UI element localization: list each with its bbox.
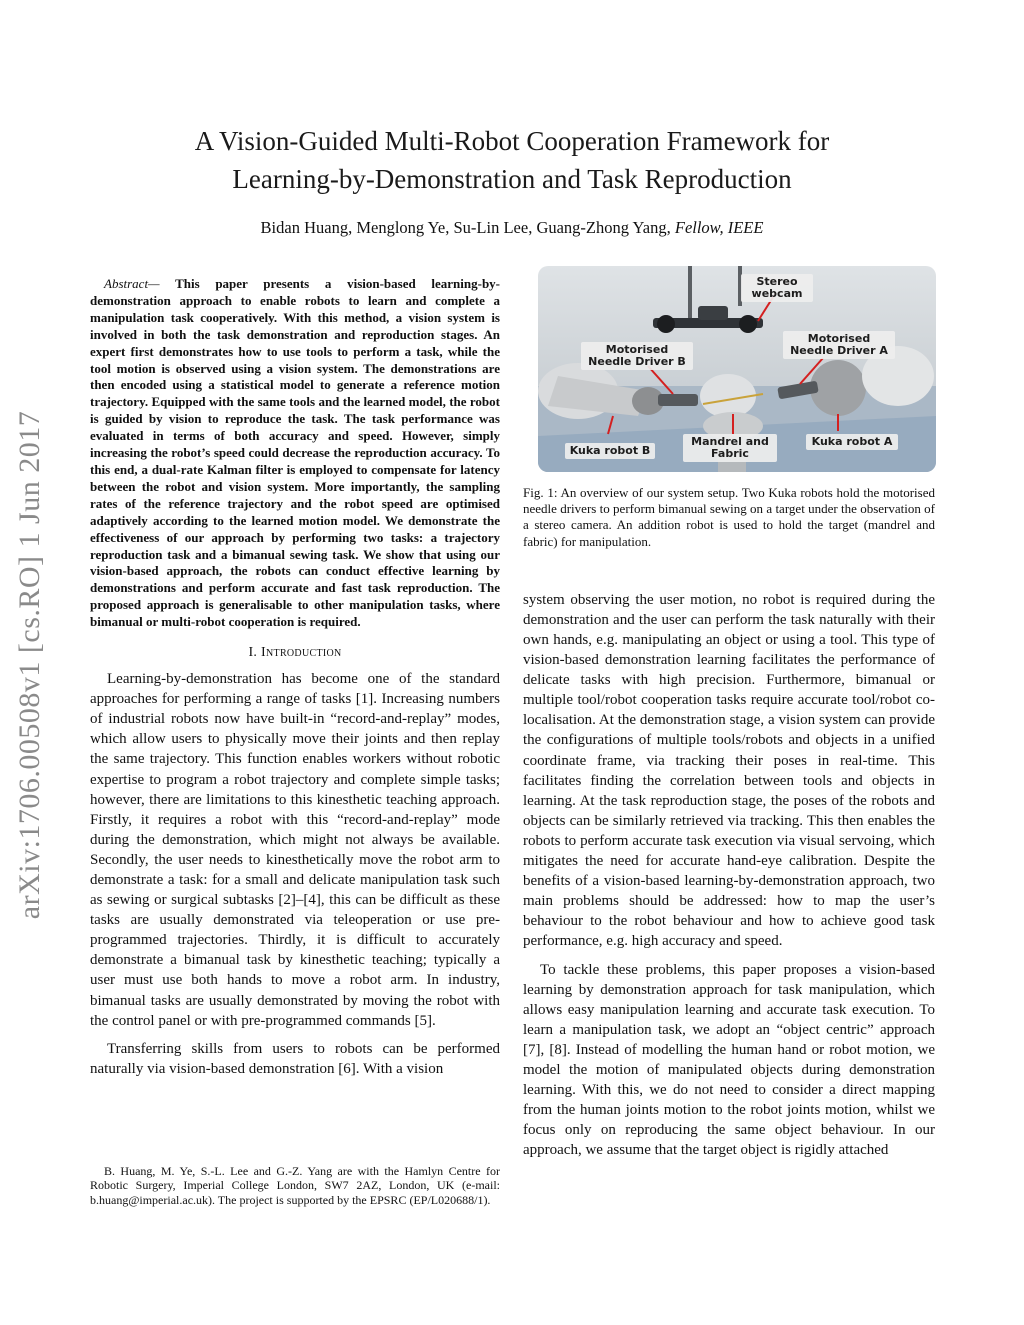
right-column bbox=[523, 266, 935, 1160]
right-paragraph-2: To tackle these problems, this paper proposes a vision-based learning by demonstration approach for task manipulation, which allows easy manipulation learning and accurate task execution. To learn a manipulation task, we adopt an “object centric” approach [7], [8]. Instead of modelling the human hand or robot motion, we model the motion of manipulated objects during demonstration learning. With this, we do not need to consider a direct mapping from the human joints motion to the robot joints motion, whilst we focus only on reproducing the same object behaviour. In our approach, we assume that the target object is rigidly attached bbox=[523, 961, 935, 1159]
label-mandrel-fabric: Mandrel and Fabric bbox=[683, 434, 777, 462]
figure-caption: Fig. 1: An overview of our system setup. Two Kuka robots hold the motorised needle drivers to perform bimanual sewing on a target under the observation of a stereo camera. An addition robot is used to hold the target (mandrel and fabric) for manipulation. bbox=[523, 485, 935, 549]
abstract-text: This paper presents a vision-based learning-by-demonstration approach to enable robots to learn and complete a manipulation task cooperatively. With this method, a vision system is involved in both the task demonstration and reproduction stages. An expert first demonstrates how to use tools to perform a task, while the tool motion is observed using a vision system. The demonstrations are then encoded using a statistical model to generate a reference motion trajectory. Equipped with the same tools and the learned model, the robot is guided by vision to reproduce the task. The task performance was evaluated in terms of both accuracy and speed. However, simply increasing the robot’s speed could decrease the reproduction accuracy. To this end, a dual-rate Kalman filter is employed to compensate for latency between the robot and vision system. More importantly, the sampling rates of the reference trajectory and the robot speed are optimised adaptively according to the learned motion model. We demonstrate the effectiveness of our approach by performing two tasks: a trajectory reproduction task and a bimanual sewing task. We show that using our vision-based approach, the robots can conduct effective learning by demonstrations and perform accurate and fast task reproduction. The proposed approach is generalisable to other manipulation tasks, where bimanual or multi-robot cooperation is required. bbox=[90, 276, 501, 630]
section-number: I. bbox=[248, 645, 258, 661]
right-paragraph-1: system observing the user motion, no robot is required during the demonstration and the user can perform the task naturally with their own hands, e.g. manipulating an object or using a tool. This type of vision-based demonstration learning facilitates the performance of delicate tasks with high precision. Furthermore, bimanual or multiple tool/robot cooperation tasks require accurate tool/robot co-localisation. At the demonstration stage, a vision system can provide the configurations of multiple tools/robots and objects in a unified coordinate frame, via tracking their poses in real-time. This facilitates finding the correlation between tools and objects in learning. At the task reproduction stage, the poses of the robots and objects can be similarly retrieved via tracking. This then enables the robots to perform accurate task execution via visual servoing, which mitigates the need for accurate hand-eye calibration. Despite the benefits of a vision-based learning-by-demonstration approach, two main problems should be addressed: how to map the user’s behaviour to the robot behaviour and how to achieve good task performance, e.g. high accuracy and speed. bbox=[523, 591, 935, 950]
footnote-text: B. Huang, M. Ye, S.-L. Lee and G.-Z. Yang are with the Hamlyn Centre for Robotic Surgery, Imperial College London, SW7 2AZ, London, UK (e-mail: b.huang@imperial.ac.uk). The project is supported by the EPSRC (EP/L020688/1). bbox=[90, 1164, 500, 1207]
label-kuka-robot-a: Kuka robot A bbox=[806, 434, 898, 450]
label-needle-driver-b: Motorised Needle Driver B bbox=[581, 342, 693, 370]
arxiv-identifier bbox=[10, 365, 50, 965]
title-line-2: Learning-by-Demonstration and Task Reproduction bbox=[232, 164, 792, 194]
right-column-text bbox=[523, 590, 935, 1161]
abstract bbox=[90, 276, 500, 631]
footnote bbox=[90, 1164, 500, 1207]
intro-paragraph-1: Learning-by-demonstration has become one of the standard approaches for performing a range of tasks [1]. Increasing numbers of industrial robots now have built-in “record-and-replay” modes, which allow users to physically move their joints and then replay the same trajectory. This function enables workers without robotic expertise to program a robot trajectory and complete simple tasks; however, there are limitations to this kinesthetic teaching approach. Firstly, it requires a robot with this “record-and-replay” mode during the demonstration, which might not always be available. Secondly, the user needs to kinesthetically move the robot arm to demonstrate a task: for a small and delicate manipulation task such as sewing or surgical subtasks [2]–[4], this can be difficult as these tasks are usually demonstrated via teleoperation or use pre-programmed trajectories. Thirdly, it is difficult to accurately demonstrate a bimanual task by kinesthetic teaching; typically a user must use both hands to move a robot arm. In industry, bimanual tasks are usually demonstrated by moving the robot with the control panel or with pre-programmed commands [5]. bbox=[90, 671, 500, 1029]
label-kuka-robot-b: Kuka robot B bbox=[565, 443, 655, 459]
left-column bbox=[90, 276, 500, 1079]
label-needle-driver-a: Motorised Needle Driver A bbox=[783, 331, 895, 359]
section-heading-introduction bbox=[90, 645, 500, 661]
figure-system-setup bbox=[538, 266, 936, 472]
author-list bbox=[120, 218, 904, 238]
author-names: Bidan Huang, Menglong Ye, Su-Lin Lee, Guang-Zhong Yang, bbox=[260, 218, 671, 237]
author-fellowship: Fellow, IEEE bbox=[674, 218, 764, 237]
paper-title bbox=[120, 122, 904, 198]
title-line-1: A Vision-Guided Multi-Robot Cooperation Framework for bbox=[194, 126, 830, 156]
abstract-label: Abstract— bbox=[104, 276, 160, 291]
section-title: Introduction bbox=[261, 645, 342, 661]
label-stereo-webcam: Stereo webcam bbox=[741, 274, 813, 302]
intro-paragraph-2: Transferring skills from users to robots can be performed naturally via vision-based demonstration [6]. With a vision bbox=[90, 1040, 500, 1077]
arxiv-identifier-text: arXiv:1706.00508v1 [cs.RO] 1 Jun 2017 bbox=[13, 410, 46, 920]
